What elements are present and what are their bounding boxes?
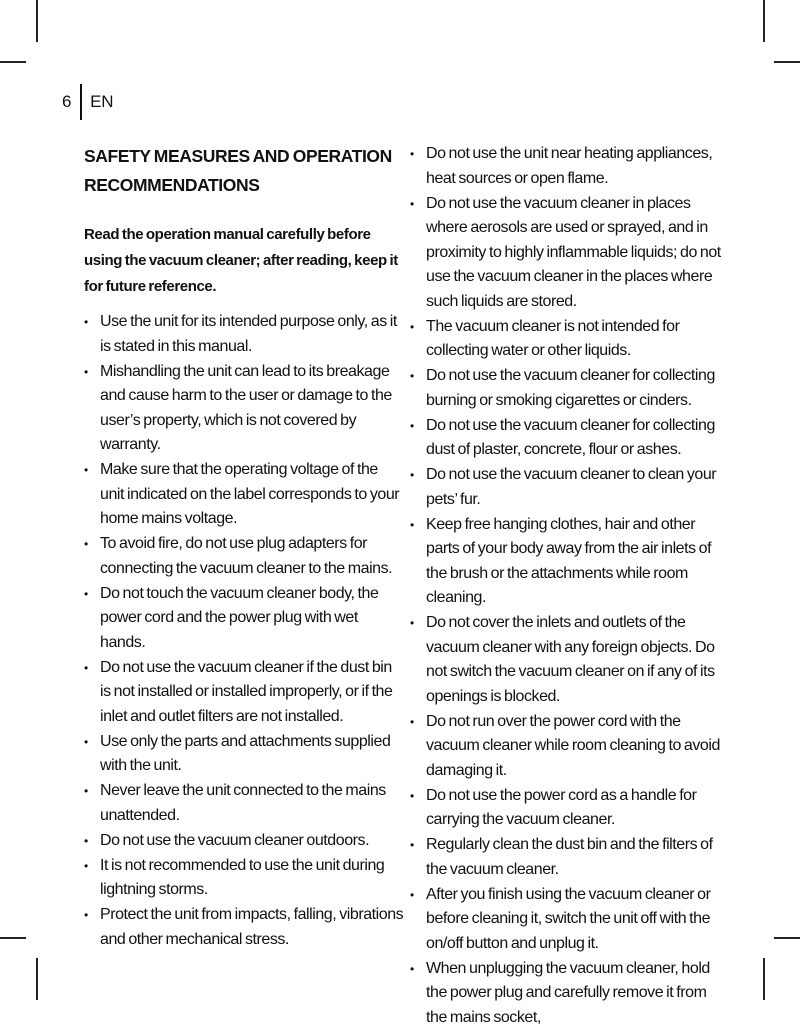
page-number: 6 xyxy=(62,92,72,111)
crop-mark-top-left-horizontal xyxy=(0,61,26,63)
list-item: • Do not use the unit near heating appliances, heat sources or open flame. xyxy=(410,142,730,191)
page-header xyxy=(62,84,113,120)
crop-mark-top-right-horizontal xyxy=(774,61,800,63)
language-code: EN xyxy=(90,92,114,111)
list-item: • Protect the unit from impacts, falling, vibrations and other mechanical stress. xyxy=(84,903,404,952)
intro-paragraph: Read the operation manual carefully before using the vacuum cleaner; after reading, keep it for future reference. xyxy=(84,226,398,295)
list-item: • Mishandling the unit can lead to its breakage and cause harm to the user or damage to the user’s property, which is not covered by warranty. xyxy=(84,360,404,458)
list-item: • Do not touch the vacuum cleaner body, the power cord and the power plug with wet hands. xyxy=(84,582,404,656)
list-item: • Keep free hanging clothes, hair and other parts of your body away from the air inlets of the brush or the attachments while room cleaning. xyxy=(410,513,730,611)
list-item: • Never leave the unit connected to the mains unattended. xyxy=(84,779,404,828)
section-title-line1: SAFETY MEASURES AND OPERATION xyxy=(84,146,392,166)
list-item: • Do not use the vacuum cleaner in places where aerosols are used or sprayed, and in proximity to highly inflammable liquids; do not use the vacuum cleaner in the places where such liquids are stored. xyxy=(410,192,730,315)
list-item: • Do not cover the inlets and outlets of the vacuum cleaner with any foreign objects. Do not switch the vacuum cleaner on if any of its openings is blocked. xyxy=(410,611,730,709)
left-column xyxy=(84,142,404,953)
list-item: • It is not recommended to use the unit during lightning storms. xyxy=(84,854,404,903)
section-title-line2: RECOMMENDATIONS xyxy=(84,175,260,195)
left-bullet-list xyxy=(84,310,404,952)
right-bullet-list xyxy=(410,142,730,1030)
list-item: • After you finish using the vacuum cleaner or before cleaning it, switch the unit off with the on/off button and unplug it. xyxy=(410,883,730,957)
section-title xyxy=(84,142,404,200)
list-item: • Use only the parts and attachments supplied with the unit. xyxy=(84,730,404,779)
right-column xyxy=(410,142,730,1031)
list-item: • Do not run over the power cord with the vacuum cleaner while room cleaning to avoid damaging it. xyxy=(410,710,730,784)
list-item: • Use the unit for its intended purpose only, as it is stated in this manual. xyxy=(84,310,404,359)
crop-mark-bottom-right-horizontal xyxy=(774,937,800,939)
crop-mark-bottom-left-vertical xyxy=(36,958,38,1000)
list-item: • Do not use the vacuum cleaner to clean your pets’ fur. xyxy=(410,463,730,512)
crop-mark-bottom-left-horizontal xyxy=(0,937,26,939)
list-item: • Do not use the vacuum cleaner outdoors. xyxy=(84,829,404,854)
list-item: • To avoid fire, do not use plug adapters for connecting the vacuum cleaner to the mains. xyxy=(84,532,404,581)
list-item: • When unplugging the vacuum cleaner, hold the power plug and carefully remove it from the mains socket, xyxy=(410,957,730,1031)
crop-mark-bottom-right-vertical xyxy=(763,958,765,1000)
list-item: • The vacuum cleaner is not intended for collecting water or other liquids. xyxy=(410,315,730,364)
crop-mark-top-left-vertical xyxy=(36,0,38,42)
list-item: • Do not use the vacuum cleaner for collecting dust of plaster, concrete, flour or ashes. xyxy=(410,414,730,463)
list-item: • Do not use the vacuum cleaner if the dust bin is not installed or installed improperly, or if the inlet and outlet filters are not installed. xyxy=(84,656,404,730)
header-separator xyxy=(80,84,82,120)
list-item: • Regularly clean the dust bin and the filters of the vacuum cleaner. xyxy=(410,833,730,882)
list-item: • Do not use the vacuum cleaner for collecting burning or smoking cigarettes or cinders. xyxy=(410,364,730,413)
list-item: • Make sure that the operating voltage of the unit indicated on the label corresponds to your home mains voltage. xyxy=(84,458,404,532)
list-item: • Do not use the power cord as a handle for carrying the vacuum cleaner. xyxy=(410,784,730,833)
crop-mark-top-right-vertical xyxy=(763,0,765,42)
